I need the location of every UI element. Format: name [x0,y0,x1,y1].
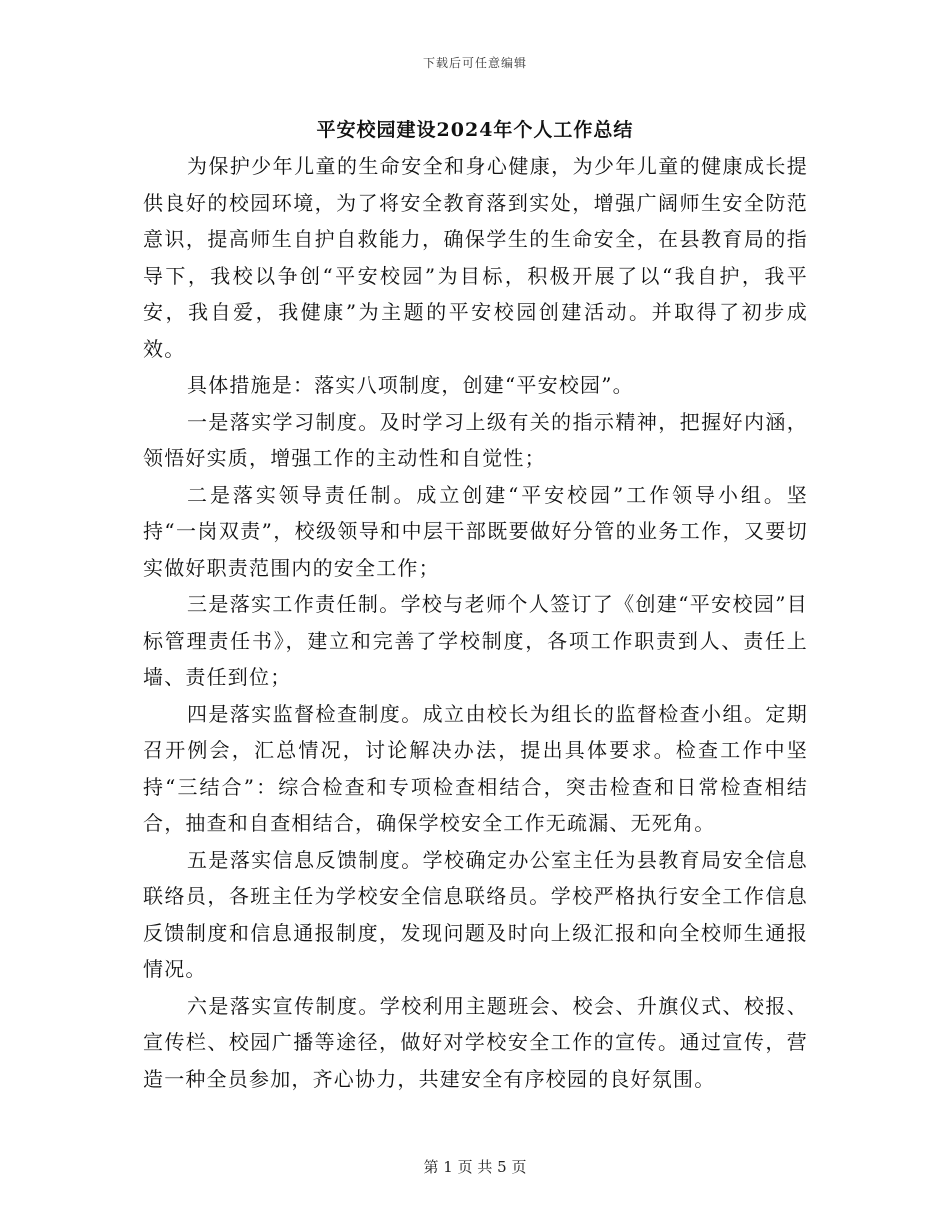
page-footer: 第 1 页 共 5 页 [423,1158,527,1176]
paragraph-study-system: 一是落实学习制度。及时学习上级有关的指示精神，把握好内涵，领悟好实质，增强工作的主动性和自觉性； [143,409,808,470]
paragraph-work-responsibility: 三是落实工作责任制。学校与老师个人签订了《创建“平安校园”目标管理责任书》，建立和完善了学校制度，各项工作职责到人、责任上墙、责任到位； [143,592,808,689]
paragraph-leadership-responsibility: 二是落实领导责任制。成立创建“平安校园”工作领导小组。坚持“一岗双责”，校级领导和中层干部既要做好分管的业务工作，又要切实做好职责范围内的安全工作； [143,482,808,580]
document-body [143,148,808,1097]
header-note: 下载后可任意编辑 [422,56,527,70]
paragraph-inspection-system: 四是落实监督检查制度。成立由校长为组长的监督检查小组。定期召开例会，汇总情况，讨论解决办法，提出具体要求。检查工作中坚持“三结合”：综合检查和专项检查相结合，突击检查和日常检查相结合，抽查和自查相结合，确保学校安全工作无疏漏、无死角。 [143,701,808,835]
paragraph-publicity-system: 六是落实宣传制度。学校利用主题班会、校会、升旗仪式、校报、宣传栏、校园广播等途径，做好对学校安全工作的宣传。通过宣传，营造一种全员参加，齐心协力，共建安全有序校园的良好氛围。 [143,993,808,1091]
paragraph-measures: 具体措施是：落实八项制度，创建“平安校园”。 [187,373,634,397]
paragraph-intro: 为保护少年儿童的生命安全和身心健康，为少年儿童的健康成长提供良好的校园环境，为了将安全教育落到实处，增强广阔师生安全防范意识，提高师生自护自救能力，确保学生的生命安全，在县教育局的指导下，我校以争创“平安校园”为目标，积极开展了以“我自护，我平安，我自爱，我健康”为主题的平安校园创建活动。并取得了初步成效。 [143,154,808,361]
paragraph-feedback-system: 五是落实信息反馈制度。学校确定办公室主任为县教育局安全信息联络员，各班主任为学校安全信息联络员。学校严格执行安全工作信息反馈制度和信息通报制度，发现问题及时向上级汇报和向全校师生通报情况。 [143,847,808,981]
document-title: 平安校园建设2024年个人工作总结 [316,119,634,141]
